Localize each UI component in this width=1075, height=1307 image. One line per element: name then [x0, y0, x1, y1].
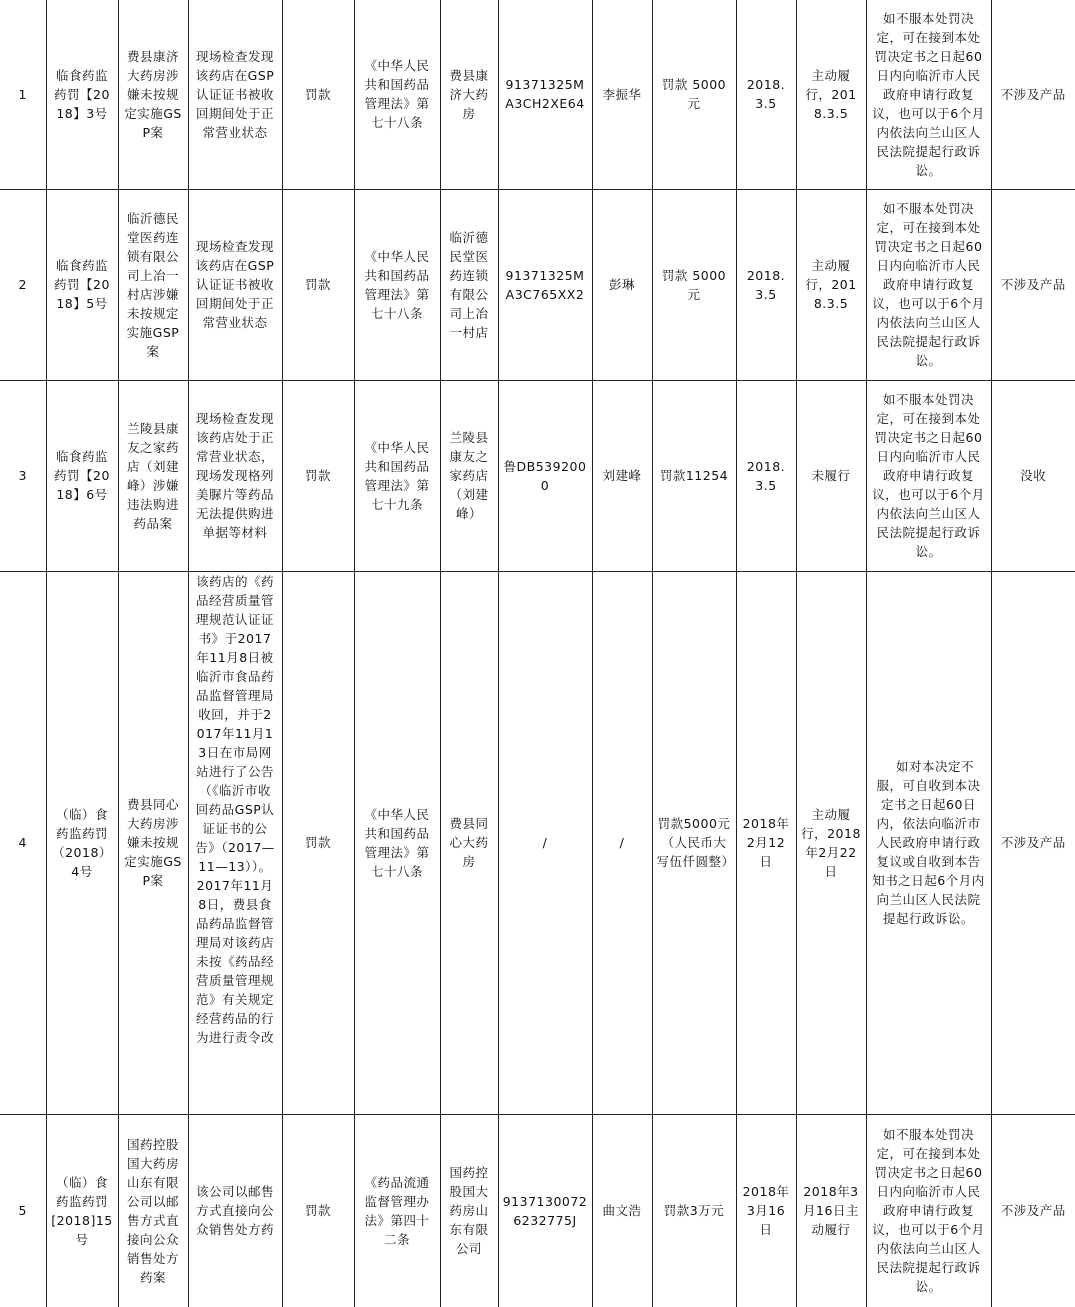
remarks: 没收: [991, 380, 1075, 571]
decision-number: 临食药监药罚【2018】5号: [46, 189, 118, 380]
legal-person: 李振华: [592, 0, 652, 189]
party-name: 国药控股国大药房山东有限公司: [440, 1114, 498, 1307]
remarks: 不涉及产品: [991, 0, 1075, 189]
credit-code: 91371325MA3C765XX2: [498, 189, 592, 380]
table-row: [0, 380, 1075, 571]
table-row: [0, 189, 1075, 380]
party-name: 费县康济大药房: [440, 0, 498, 189]
penalty-type: 罚款: [282, 189, 354, 380]
decision-date: 2018.3.5: [736, 380, 796, 571]
credit-code: 鲁DB5392000: [498, 380, 592, 571]
credit-code: 91371325MA3CH2XE64: [498, 0, 592, 189]
penalty-content: 罚款 5000元: [652, 189, 736, 380]
decision-number: （临）食药监药罚（2018）4号: [46, 571, 118, 1114]
legal-person: 彭琳: [592, 189, 652, 380]
credit-code: 91371300726232775J: [498, 1114, 592, 1307]
remarks: 不涉及产品: [991, 571, 1075, 1114]
violation-facts: 现场检查发现该药店处于正常营业状态，现场发现格列美脲片等药品无法提供购进单据等材料: [188, 380, 282, 571]
row-number: 2: [0, 189, 46, 380]
execution-status: 主动履行，2018.3.5: [796, 189, 866, 380]
penalty-content: 罚款 5000元: [652, 0, 736, 189]
legal-basis: 《中华人民共和国药品管理法》第七十八条: [354, 189, 440, 380]
remedy-notice: 如不服本处罚决定，可在接到本处罚决定书之日起60日内向临沂市人民政府申请行政复议，也可以于6个月内依法向兰山区人民法院提起行政诉讼。: [866, 189, 991, 380]
remedy-notice: 如不服本处罚决定，可在接到本处罚决定书之日起60日内向临沂市人民政府申请行政复议，也可以于6个月内依法向兰山区人民法院提起行政诉讼。: [866, 0, 991, 189]
violation-facts: 现场检查发现该药店在GSP认证证书被收回期间处于正常营业状态: [188, 0, 282, 189]
table-row: [0, 571, 1075, 1114]
case-name: 临沂德民堂医药连锁有限公司上冶一村店涉嫌未按规定实施GSP案: [118, 189, 188, 380]
execution-status: 主动履行，2018年2月22日: [796, 571, 866, 1114]
penalty-type: 罚款: [282, 571, 354, 1114]
remedy-notice: 如不服本处罚决定，可在接到本处罚决定书之日起60日内向临沂市人民政府申请行政复议，也可以于6个月内依法向兰山区人民法院提起行政诉讼。: [866, 1114, 991, 1307]
legal-basis: 《中华人民共和国药品管理法》第七十八条: [354, 571, 440, 1114]
row-number: 4: [0, 571, 46, 1114]
penalty-type: 罚款: [282, 1114, 354, 1307]
legal-person: 刘建峰: [592, 380, 652, 571]
decision-date: 2018年2月12日: [736, 571, 796, 1114]
violation-facts: 现场检查发现该药店在GSP认证证书被收回期间处于正常营业状态: [188, 189, 282, 380]
legal-basis: 《中华人民共和国药品管理法》第七十八条: [354, 0, 440, 189]
row-number: 1: [0, 0, 46, 189]
violation-facts: 该公司以邮售方式直接向公众销售处方药: [188, 1114, 282, 1307]
decision-number: （临）食药监药罚[2018]15号: [46, 1114, 118, 1307]
case-name: 国药控股国大药房山东有限公司以邮售方式直接向公众销售处方药案: [118, 1114, 188, 1307]
party-name: 临沂德民堂医药连锁有限公司上冶一村店: [440, 189, 498, 380]
decision-date: 2018.3.5: [736, 189, 796, 380]
decision-number: 临食药监药罚【2018】3号: [46, 0, 118, 189]
legal-person: /: [592, 571, 652, 1114]
violation-facts: 该药店的《药品经营质量管理规范认证证书》于2017年11月8日被临沂市食品药品监督管理局收回，并于2017年11月13日在市局网站进行了公告（《临沂市收回药品GSP认证证书的公告》（2017—11—13））。2017年11月8日，费县食品药品监督管理局对该药店未按《药品经营质量管理规范》有关规定经营药品的行为进行责令改: [188, 571, 282, 1114]
legal-basis: 《中华人民共和国药品管理法》第七十九条: [354, 380, 440, 571]
table-row: [0, 0, 1075, 189]
case-name: 费县康济大药房涉嫌未按规定实施GSP案: [118, 0, 188, 189]
table-row: [0, 1114, 1075, 1307]
party-name: 费县同心大药房: [440, 571, 498, 1114]
penalty-content: 罚款3万元: [652, 1114, 736, 1307]
penalty-type: 罚款: [282, 380, 354, 571]
remarks: 不涉及产品: [991, 189, 1075, 380]
remedy-notice: 如对本决定不服，可自收到本决定书之日起60日内，依法向临沂市人民政府申请行政复议或自收到本告知书之日起6个月内向兰山区人民法院提起行政诉讼。: [866, 571, 991, 1114]
row-number: 3: [0, 380, 46, 571]
execution-status: 主动履行，2018.3.5: [796, 0, 866, 189]
penalty-content: 罚款5000元（人民币大写伍仟圆整）: [652, 571, 736, 1114]
execution-status: 未履行: [796, 380, 866, 571]
legal-basis: 《药品流通监督管理办法》第四十二条: [354, 1114, 440, 1307]
decision-date: 2018.3.5: [736, 0, 796, 189]
credit-code: /: [498, 571, 592, 1114]
case-name: 兰陵县康友之家药店（刘建峰）涉嫌违法购进药品案: [118, 380, 188, 571]
case-name: 费县同心大药房涉嫌未按规定实施GSP案: [118, 571, 188, 1114]
remarks: 不涉及产品: [991, 1114, 1075, 1307]
row-number: 5: [0, 1114, 46, 1307]
decision-date: 2018年3月16日: [736, 1114, 796, 1307]
execution-status: 2018年3月16日主动履行: [796, 1114, 866, 1307]
penalty-type: 罚款: [282, 0, 354, 189]
penalty-content: 罚款11254: [652, 380, 736, 571]
remedy-notice: 如不服本处罚决定，可在接到本处罚决定书之日起60日内向临沂市人民政府申请行政复议，也可以于6个月内依法向兰山区人民法院提起行政诉讼。: [866, 380, 991, 571]
decision-number: 临食药监药罚【2018】6号: [46, 380, 118, 571]
party-name: 兰陵县康友之家药店（刘建峰）: [440, 380, 498, 571]
legal-person: 曲文浩: [592, 1114, 652, 1307]
